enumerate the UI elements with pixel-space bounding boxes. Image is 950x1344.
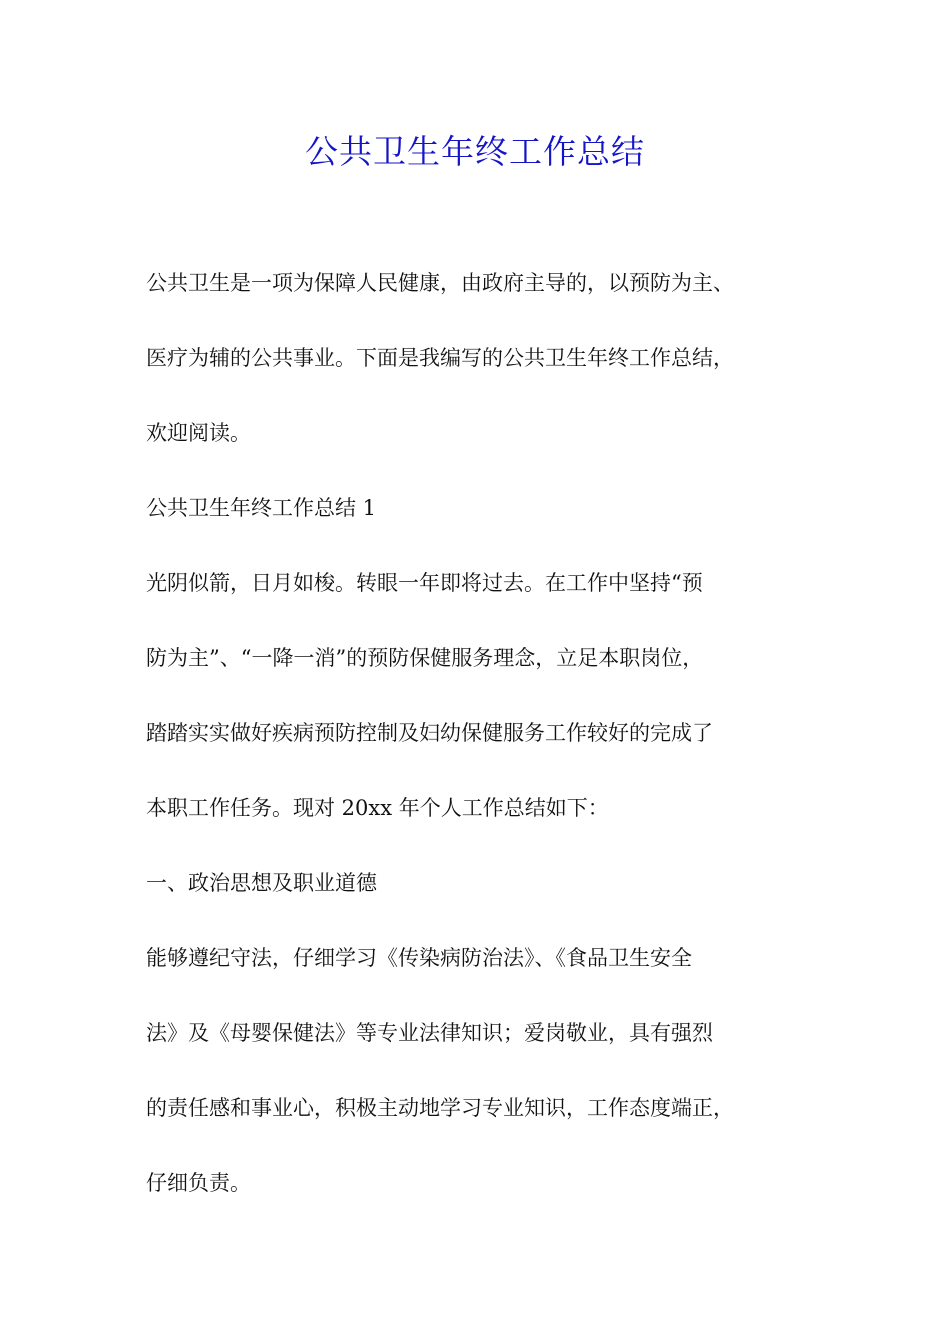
section-heading: 公共卫生年终工作总结 1	[146, 496, 377, 520]
text-line: 法》及《母婴保健法》等专业法律知识；爱岗敬业，具有强烈	[146, 1021, 713, 1045]
document-body	[146, 265, 826, 1203]
text-line: 防为主”、“一降一消”的预防保健服务理念，立足本职岗位，	[146, 646, 704, 670]
text-line: 能够遵纪守法，仔细学习《传染病防治法》、《食品卫生安全	[146, 946, 692, 970]
text-line: 的责任感和事业心，积极主动地学习专业知识，工作态度端正，	[146, 1096, 734, 1120]
text-line: 公共卫生是一项为保障人民健康，由政府主导的，以预防为主、	[146, 271, 734, 295]
text-line: 光阴似箭，日月如梭。转眼一年即将过去。在工作中坚持“预	[146, 571, 703, 595]
text-line: 仔细负责。	[146, 1171, 251, 1195]
text-line: 踏踏实实做好疾病预防控制及妇幼保健服务工作较好的完成了	[146, 721, 713, 745]
document-title: 公共卫生年终工作总结	[305, 132, 645, 171]
text-line: 医疗为辅的公共事业。下面是我编写的公共卫生年终工作总结，	[146, 346, 734, 370]
text-line: 本职工作任务。现对 20xx 年个人工作总结如下：	[146, 796, 609, 820]
section-heading: 一、政治思想及职业道德	[146, 871, 377, 895]
text-line: 欢迎阅读。	[146, 421, 251, 445]
